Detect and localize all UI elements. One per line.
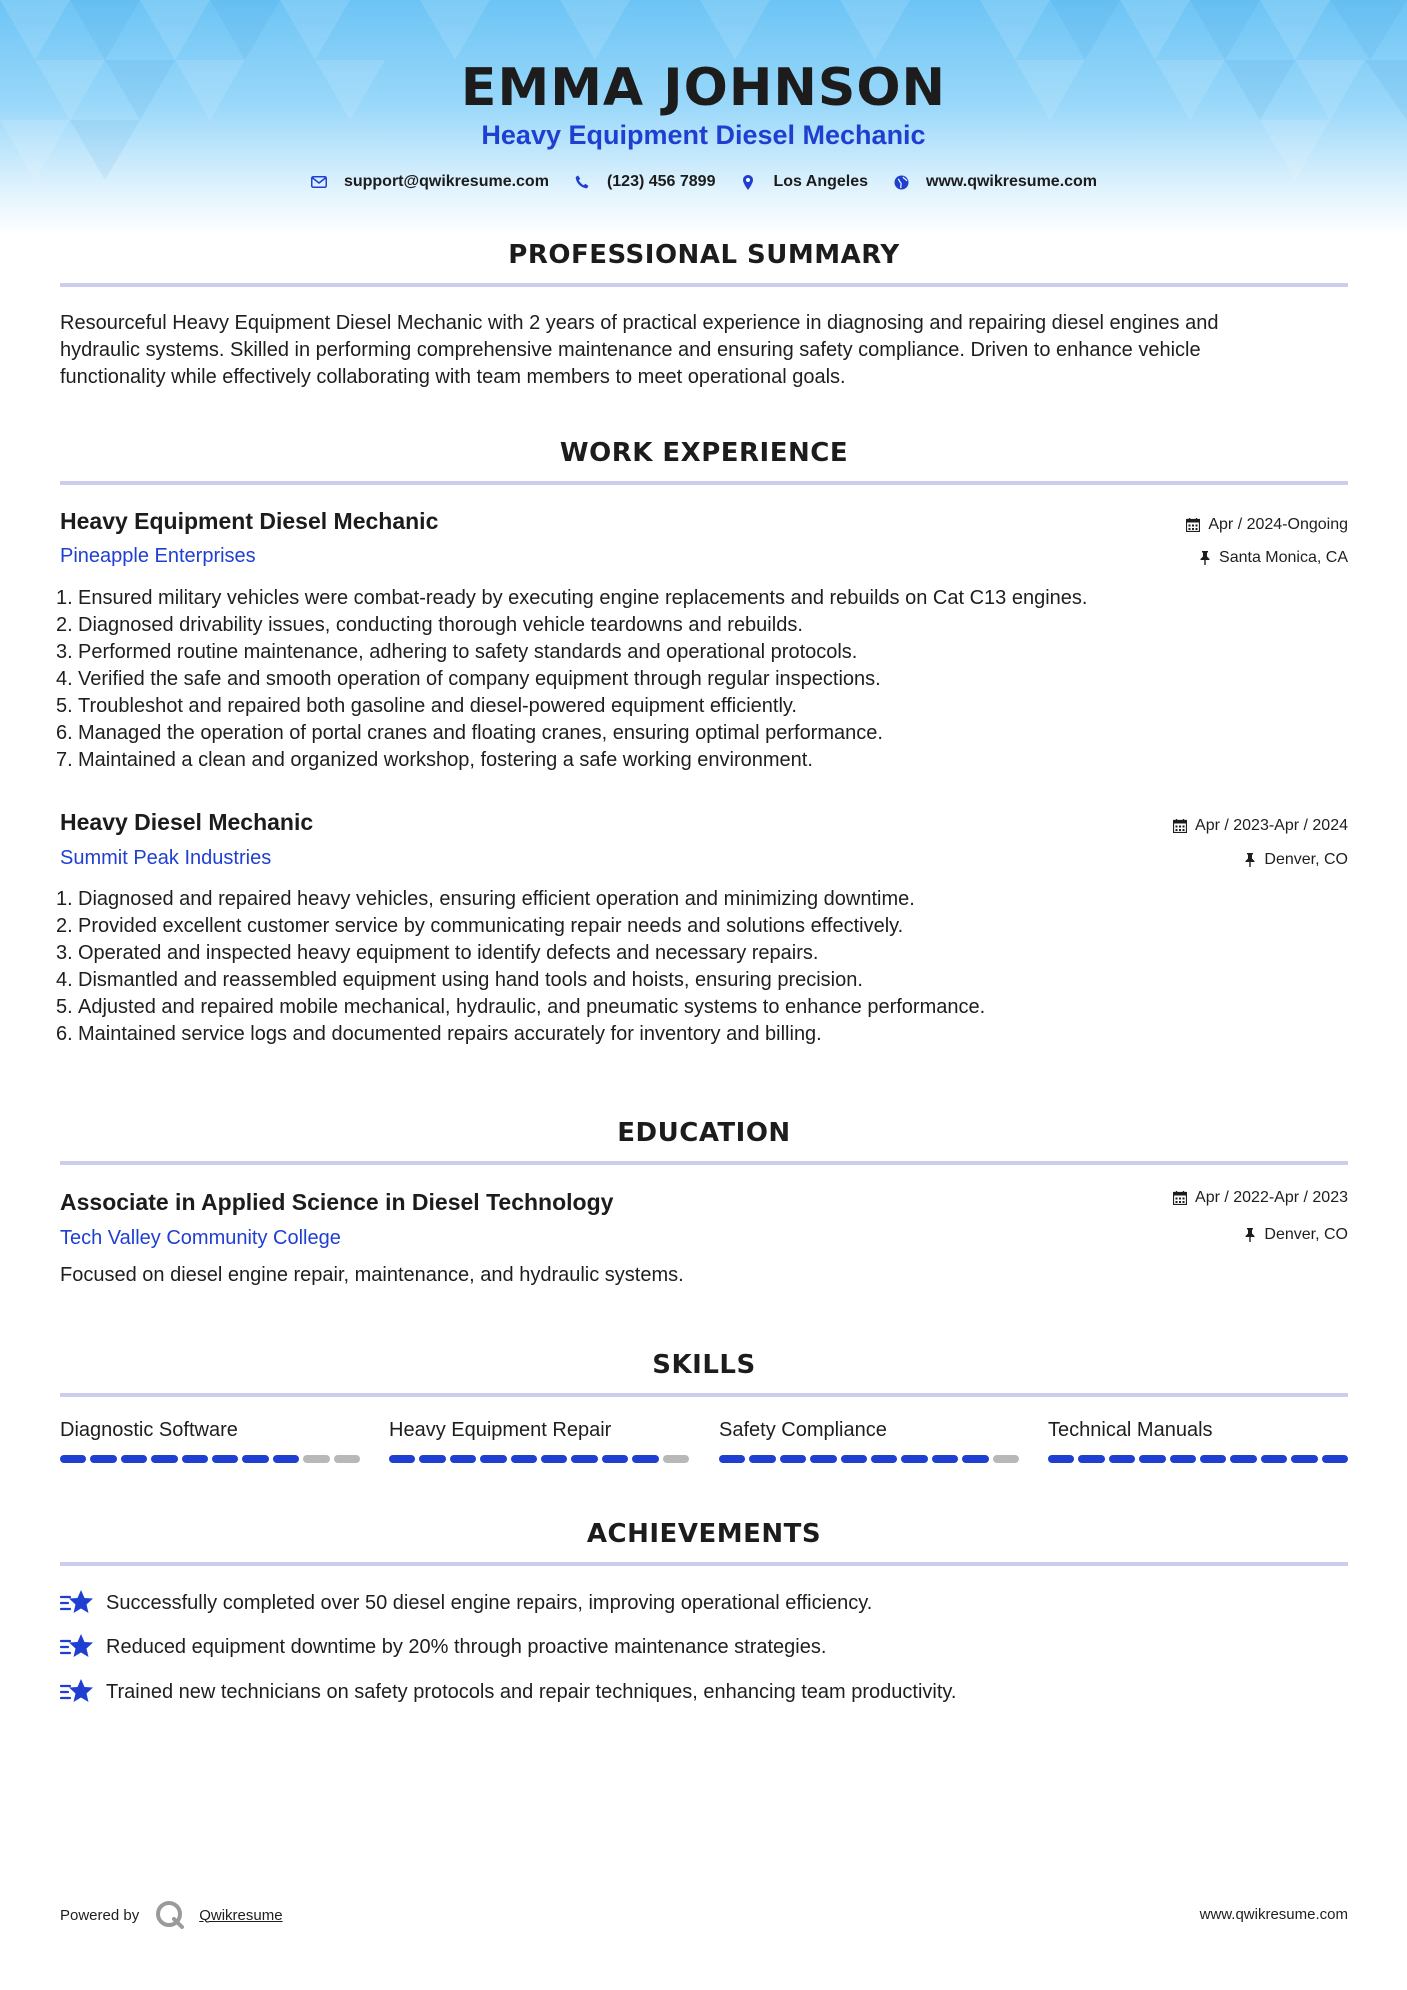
candidate-name: EMMA JOHNSON	[460, 58, 947, 118]
skill-item	[60, 1419, 360, 1442]
education-location	[1244, 1226, 1348, 1244]
skill-level-segment	[450, 1455, 476, 1463]
education-dates	[1173, 1189, 1348, 1207]
phone-icon	[573, 173, 591, 191]
skill-level-segment	[1322, 1455, 1348, 1463]
contact-phone-text: (123) 456 7899	[606, 173, 716, 190]
skill-level-segment	[60, 1455, 86, 1463]
job-dates	[1173, 817, 1348, 835]
skill-level-segment	[334, 1455, 360, 1463]
skill-level-segment	[151, 1455, 177, 1463]
skill-level-segment	[841, 1455, 867, 1463]
skill-level-segment	[1200, 1455, 1226, 1463]
skill-level-segment	[182, 1455, 208, 1463]
skill-level-bar	[1048, 1455, 1348, 1463]
summary-line: hydraulic systems. Skilled in performing comprehensive maintenance and ensuring safety compliance. Driven to enhance vehicle	[60, 339, 1201, 361]
education-dates-text: Apr / 2022-Apr / 2023	[1195, 1189, 1348, 1206]
star-icon	[60, 1677, 94, 1707]
contact-email[interactable]	[310, 173, 549, 191]
list-item: 3. Performed routine maintenance, adhering to safety standards and operational protocols.	[56, 641, 858, 663]
list-item: 6. Maintained service logs and documented repairs accurately for inventory and billing.	[56, 1023, 822, 1045]
skill-level-segment	[273, 1455, 299, 1463]
job-location-text: Denver, CO	[1264, 851, 1348, 868]
pushpin-icon	[1244, 853, 1256, 867]
job-bullets	[56, 585, 1346, 774]
summary-text	[60, 310, 1350, 391]
skill-level-segment	[571, 1455, 597, 1463]
job-title: Heavy Diesel Mechanic	[60, 809, 314, 835]
powered-by-label: Powered by	[60, 1906, 140, 1924]
skill-level-segment	[1291, 1455, 1317, 1463]
achievement-text: Successfully completed over 50 diesel engine repairs, improving operational efficiency.	[106, 1591, 873, 1614]
skill-level-segment	[1109, 1455, 1135, 1463]
qwikresume-logo-icon	[155, 1900, 185, 1930]
skill-level-segment	[901, 1455, 927, 1463]
skill-level-segment	[1139, 1455, 1165, 1463]
skill-level-segment	[303, 1455, 329, 1463]
skill-level-segment	[1170, 1455, 1196, 1463]
skill-level-segment	[962, 1455, 988, 1463]
skill-level-segment	[632, 1455, 658, 1463]
job-dates-text: Apr / 2023-Apr / 2024	[1195, 817, 1348, 834]
experience-divider	[60, 481, 1348, 485]
summary-line: functionality while effectively collaborating with team members to meet operational goals.	[60, 366, 846, 388]
contact-phone[interactable]	[573, 173, 716, 191]
job-location	[1244, 851, 1348, 869]
skill-level-segment	[1078, 1455, 1104, 1463]
skill-item	[719, 1419, 1019, 1442]
skill-level-bar	[60, 1455, 360, 1463]
contact-location	[739, 173, 868, 191]
skill-level-segment	[389, 1455, 415, 1463]
skill-level-segment	[242, 1455, 268, 1463]
candidate-title: Heavy Equipment Diesel Mechanic	[481, 120, 926, 150]
skill-level-segment	[90, 1455, 116, 1463]
skill-level-segment	[1230, 1455, 1256, 1463]
skill-level-segment	[871, 1455, 897, 1463]
calendar-icon	[1173, 1191, 1187, 1205]
skills-divider	[60, 1393, 1348, 1397]
list-item: 1. Diagnosed and repaired heavy vehicles, ensuring efficient operation and minimizing downtime.	[56, 888, 915, 910]
list-item: 6. Managed the operation of portal cranes and floating cranes, ensuring optimal performance.	[56, 722, 883, 744]
calendar-icon	[1173, 819, 1187, 833]
contact-bar	[0, 173, 1407, 191]
summary-heading: PROFESSIONAL SUMMARY	[508, 240, 900, 270]
skill-level-segment	[810, 1455, 836, 1463]
skill-level-segment	[602, 1455, 628, 1463]
education-location-text: Denver, CO	[1264, 1226, 1348, 1243]
list-item: 7. Maintained a clean and organized workshop, fostering a safe working environment.	[56, 749, 813, 771]
list-item: 3. Operated and inspected heavy equipment to identify defects and necessary repairs.	[56, 942, 819, 964]
list-item: 1. Ensured military vehicles were combat-ready by executing engine replacements and rebuilds on Cat C13 engines.	[56, 587, 1088, 609]
achievement-text: Trained new technicians on safety protocols and repair techniques, enhancing team productivity.	[106, 1680, 957, 1703]
contact-website-text: www.qwikresume.com	[926, 173, 1098, 190]
skill-level-segment	[749, 1455, 775, 1463]
skill-name: Safety Compliance	[719, 1419, 887, 1441]
experience-heading: WORK EXPERIENCE	[559, 438, 849, 468]
footer-website[interactable]: www.qwikresume.com	[1199, 1906, 1348, 1923]
job-location-text: Santa Monica, CA	[1219, 549, 1348, 566]
education-heading: EDUCATION	[617, 1118, 791, 1148]
star-icon	[60, 1632, 94, 1662]
contact-website[interactable]	[892, 173, 1097, 191]
skill-level-bar	[389, 1455, 689, 1463]
envelope-icon	[310, 173, 328, 191]
list-item: 4. Verified the safe and smooth operation of company equipment through regular inspections.	[56, 668, 881, 690]
skill-item	[1048, 1419, 1348, 1442]
list-item: 2. Diagnosed drivability issues, conducting thorough vehicle teardowns and rebuilds.	[56, 614, 803, 636]
skill-level-segment	[993, 1455, 1019, 1463]
skill-level-segment	[932, 1455, 958, 1463]
globe-icon	[892, 173, 910, 191]
star-icon	[60, 1588, 94, 1618]
job-title: Heavy Equipment Diesel Mechanic	[60, 508, 439, 534]
map-pin-icon	[739, 173, 757, 191]
skill-item	[389, 1419, 689, 1442]
skill-level-segment	[780, 1455, 806, 1463]
skill-level-segment	[511, 1455, 537, 1463]
footer-powered-by	[60, 1900, 283, 1930]
achievement-item	[60, 1632, 826, 1662]
skill-level-segment	[541, 1455, 567, 1463]
list-item: 2. Provided excellent customer service by communicating repair needs and solutions effectively.	[56, 915, 904, 937]
achievement-item	[60, 1588, 872, 1618]
achievement-text: Reduced equipment downtime by 20% through proactive maintenance strategies.	[106, 1635, 827, 1658]
calendar-icon	[1186, 518, 1200, 532]
education-description: Focused on diesel engine repair, maintenance, and hydraulic systems.	[60, 1264, 684, 1286]
list-item: 4. Dismantled and reassembled equipment using hand tools and hoists, ensuring precision.	[56, 969, 863, 991]
education-school: Tech Valley Community College	[60, 1227, 341, 1249]
skill-level-segment	[1261, 1455, 1287, 1463]
job-company: Summit Peak Industries	[60, 847, 272, 869]
skills-heading: SKILLS	[652, 1350, 756, 1380]
skill-level-segment	[121, 1455, 147, 1463]
skill-level-bar	[719, 1455, 1019, 1463]
skill-level-segment	[419, 1455, 445, 1463]
achievements-divider	[60, 1562, 1348, 1566]
pushpin-icon	[1244, 1228, 1256, 1242]
summary-divider	[60, 283, 1348, 287]
achievement-item	[60, 1677, 957, 1707]
education-degree: Associate in Applied Science in Diesel Technology	[60, 1189, 614, 1215]
job-dates-text: Apr / 2024-Ongoing	[1208, 516, 1348, 533]
summary-line: Resourceful Heavy Equipment Diesel Mechanic with 2 years of practical experience in diagnosing and repairing diesel engines and	[60, 312, 1219, 334]
achievements-heading: ACHIEVEMENTS	[586, 1519, 822, 1549]
skill-level-segment	[719, 1455, 745, 1463]
skill-level-segment	[212, 1455, 238, 1463]
list-item: 5. Troubleshot and repaired both gasoline and diesel-powered equipment efficiently.	[56, 695, 797, 717]
skill-level-segment	[1048, 1455, 1074, 1463]
qwikresume-link[interactable]: Qwikresume	[199, 1906, 283, 1924]
contact-location-text: Los Angeles	[773, 173, 869, 190]
education-divider	[60, 1161, 1348, 1165]
job-dates	[1186, 516, 1348, 534]
skill-level-segment	[480, 1455, 506, 1463]
skill-name: Technical Manuals	[1048, 1419, 1213, 1441]
contact-email-text: support@qwikresume.com	[343, 173, 549, 190]
skill-level-segment	[663, 1455, 689, 1463]
skill-name: Diagnostic Software	[60, 1419, 238, 1441]
job-company: Pineapple Enterprises	[60, 545, 256, 567]
list-item: 5. Adjusted and repaired mobile mechanical, hydraulic, and pneumatic systems to enhance performance.	[56, 996, 986, 1018]
pushpin-icon	[1199, 551, 1211, 565]
job-location	[1199, 549, 1348, 567]
job-bullets	[56, 886, 1346, 1048]
skill-name: Heavy Equipment Repair	[389, 1419, 612, 1441]
